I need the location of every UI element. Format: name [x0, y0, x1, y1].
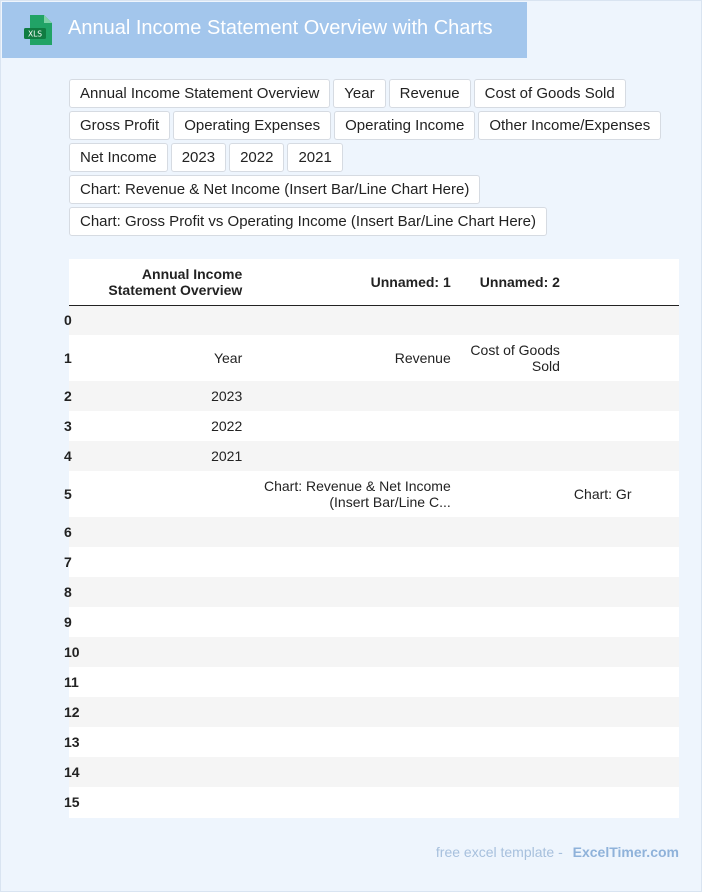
- chip-row: [69, 175, 669, 204]
- field-chip[interactable]: 2023: [171, 143, 226, 172]
- table-cell: [91, 577, 248, 607]
- row-index-cell: [64, 381, 91, 411]
- chip-row: [69, 207, 669, 236]
- table-cell: [457, 667, 566, 697]
- chip-row: [69, 79, 669, 108]
- table-cell: [457, 787, 566, 817]
- chip-row: [69, 111, 669, 140]
- table-row: [69, 381, 679, 411]
- field-chip[interactable]: Net Income: [69, 143, 168, 172]
- table-row: [69, 727, 679, 757]
- row-index-cell: [64, 411, 91, 441]
- field-chip[interactable]: Gross Profit: [69, 111, 170, 140]
- row-index-cell: [64, 577, 91, 607]
- table-cell: [566, 335, 679, 381]
- table-cell: [457, 577, 566, 607]
- table-row: [69, 441, 679, 471]
- field-chip[interactable]: Operating Income: [334, 111, 475, 140]
- footer-prefix: free excel template -: [435, 844, 563, 860]
- row-index-cell: [64, 727, 91, 757]
- row-index-cell: [64, 637, 91, 667]
- table-cell: [566, 517, 679, 547]
- index-header: [69, 259, 91, 305]
- field-chip[interactable]: 2022: [229, 143, 284, 172]
- table-cell: [91, 697, 248, 727]
- spreadsheet-preview: [64, 259, 679, 818]
- table-cell: Revenue: [394, 350, 451, 366]
- table-cell: [457, 305, 566, 335]
- table-cell: [91, 787, 248, 817]
- table-cell: [248, 577, 456, 607]
- row-index-cell: [64, 441, 91, 471]
- row-index-cell: [64, 335, 91, 381]
- table-cell: [91, 757, 248, 787]
- row-index-cell: [64, 667, 91, 697]
- row-index: 10: [64, 644, 80, 660]
- table-cell: [91, 547, 248, 577]
- table-row: [69, 667, 679, 697]
- table-cell: [248, 697, 456, 727]
- table-row: [69, 757, 679, 787]
- field-chip[interactable]: Chart: Gross Profit vs Operating Income (Insert Bar/Line Chart Here): [69, 207, 547, 236]
- table-cell: [248, 517, 456, 547]
- xls-file-icon: [24, 15, 52, 45]
- field-chip[interactable]: Revenue: [389, 79, 471, 108]
- table-cell: [91, 667, 248, 697]
- table-row: [69, 517, 679, 547]
- table-cell: [566, 697, 679, 727]
- table-cell: [566, 305, 679, 335]
- title-bar: [2, 2, 527, 58]
- table-cell: [457, 471, 566, 517]
- table-row: [69, 577, 679, 607]
- table-row: [69, 547, 679, 577]
- table-row: [69, 637, 679, 667]
- table-row: [69, 471, 679, 517]
- table-cell: [566, 667, 679, 697]
- row-index: 1: [64, 350, 72, 366]
- table-cell: [248, 411, 456, 441]
- row-index: 9: [64, 614, 72, 630]
- column-header: Unnamed: 2: [457, 259, 566, 305]
- row-index: 4: [64, 448, 72, 464]
- row-index: 11: [64, 674, 79, 690]
- table-cell: [248, 547, 456, 577]
- row-index: 13: [64, 734, 80, 750]
- field-chip[interactable]: Year: [333, 79, 385, 108]
- sheet-field-chips: [69, 79, 669, 239]
- row-index: 15: [64, 794, 80, 810]
- table-cell: [248, 637, 456, 667]
- table-cell: [457, 441, 566, 471]
- table-cell: Chart: Revenue & Net Income (Insert Bar/Line C...: [263, 478, 451, 510]
- row-index: 6: [64, 524, 72, 540]
- field-chip[interactable]: Operating Expenses: [173, 111, 331, 140]
- column-header: Annual Income Statement Overview: [91, 259, 248, 305]
- table-cell: [248, 607, 456, 637]
- row-index: 14: [64, 764, 80, 780]
- table-cell: [566, 637, 679, 667]
- table-cell: [566, 577, 679, 607]
- footer-credit: [436, 844, 679, 860]
- row-index: 12: [64, 704, 80, 720]
- row-index-cell: [64, 547, 91, 577]
- row-index: 2: [64, 388, 72, 404]
- table-cell: [457, 547, 566, 577]
- table-cell: [566, 757, 679, 787]
- table-row: [69, 305, 679, 335]
- table-cell: [91, 305, 248, 335]
- table-cell: [457, 381, 566, 411]
- row-index-cell: [64, 697, 91, 727]
- table-cell: 2021: [91, 441, 248, 471]
- data-table: [64, 259, 679, 817]
- table-cell: [457, 637, 566, 667]
- table-cell: [566, 787, 679, 817]
- table-row: [69, 335, 679, 381]
- table-row: [69, 697, 679, 727]
- column-header: [566, 259, 679, 305]
- table-cell: [457, 697, 566, 727]
- table-cell: [91, 607, 248, 637]
- row-index: 3: [64, 418, 72, 434]
- table-cell: [566, 547, 679, 577]
- table-cell: 2023: [91, 381, 248, 411]
- table-cell: [457, 727, 566, 757]
- field-chip[interactable]: 2021: [287, 143, 342, 172]
- row-index-cell: [64, 787, 91, 817]
- table-cell: [566, 727, 679, 757]
- table-cell: [457, 757, 566, 787]
- table-row: [69, 411, 679, 441]
- column-header: Unnamed: 1: [248, 259, 456, 305]
- row-index: 5: [64, 486, 72, 502]
- table-cell: [91, 637, 248, 667]
- field-chip[interactable]: Other Income/Expenses: [478, 111, 661, 140]
- row-index-cell: [64, 305, 91, 335]
- field-chip[interactable]: Cost of Goods Sold: [474, 79, 626, 108]
- table-cell: [457, 411, 566, 441]
- row-index-cell: [64, 757, 91, 787]
- table-cell: [457, 607, 566, 637]
- table-cell: [91, 471, 248, 517]
- table-cell: [566, 411, 679, 441]
- table-cell: Year: [213, 350, 243, 366]
- table-cell: [248, 757, 456, 787]
- table-cell: [566, 441, 679, 471]
- row-index: 7: [64, 554, 72, 570]
- table-cell: [91, 517, 248, 547]
- row-index-cell: [64, 517, 91, 547]
- table-cell: [566, 607, 679, 637]
- table-cell: [248, 727, 456, 757]
- table-cell: [248, 667, 456, 697]
- table-header-row: [69, 259, 679, 305]
- table-cell: Cost of Goods Sold: [470, 342, 560, 374]
- page-title: Annual Income Statement Overview with Charts: [68, 17, 493, 39]
- row-index: 0: [64, 312, 72, 329]
- row-index: 8: [64, 584, 72, 600]
- field-chip[interactable]: Annual Income Statement Overview: [69, 79, 330, 108]
- xls-icon-label: XLS: [27, 29, 43, 39]
- table-cell: [248, 787, 456, 817]
- table-cell: [248, 441, 456, 471]
- table-row: [69, 607, 679, 637]
- table-cell: [566, 381, 679, 411]
- footer-brand-link[interactable]: ExcelTimer.com: [572, 844, 679, 860]
- table-cell: [248, 381, 456, 411]
- field-chip[interactable]: Chart: Revenue & Net Income (Insert Bar/Line Chart Here): [69, 175, 480, 204]
- row-index-cell: [64, 471, 91, 517]
- table-row: [69, 787, 679, 817]
- chip-row: [69, 143, 669, 172]
- table-cell: [91, 727, 248, 757]
- table-cell: [248, 305, 456, 335]
- table-cell: 2022: [211, 418, 243, 434]
- row-index-cell: [64, 607, 91, 637]
- table-cell: [457, 517, 566, 547]
- table-cell: Chart: Gr: [573, 486, 632, 502]
